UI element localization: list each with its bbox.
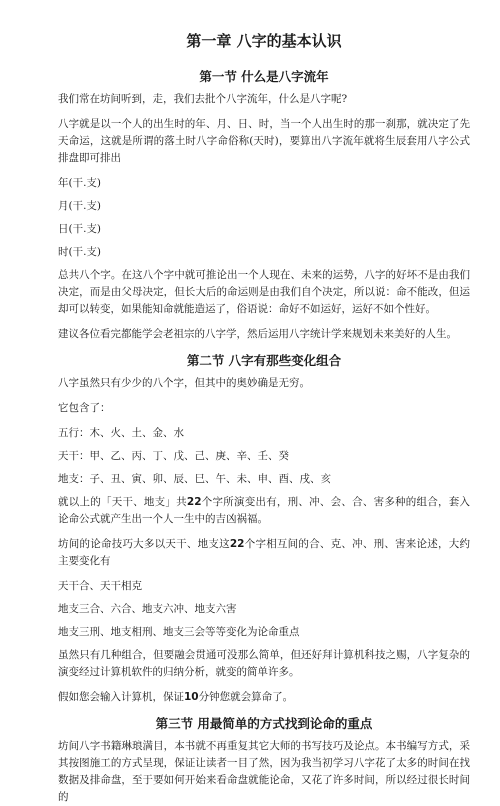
section-2-paragraph-4-a: 坊间的论命技巧大多以天干、地支这 [58,538,230,550]
section-1-paragraph-3: 总共八个字。在这八个字中就可推论出一个人现在、未来的运势，八字的好坏不是由我们决定，而是由父母决定，但长大后的命运则是由我们自个决定，所以说：命不能改，但运却可以转变，如果能知命就能造运了，俗语说：命好不如运好，运好不如个性好。 [58,269,470,315]
section-2-paragraph-6 [58,689,470,706]
section-1-paragraph-4: 建议各位看完都能学会老祖宗的八字学，然后运用八字统计学来规划未来美好的人生。 [58,328,457,340]
section-2-paragraph-3-b: 个字所演变出有，刑、冲、会、合、害多种的组合，套入论命公式就产生出一个人一生中的吉凶祸福。 [58,496,471,525]
section-2-line-dizhi-sanhe: 地支三合、六合、地支六冲、地支六害 [58,603,237,615]
section-2-title: 第二节 八字有那些变化组合 [186,353,342,368]
section-2-paragraph-2: 它包含了： [58,402,111,414]
section-2-paragraph-5: 虽然只有几种组合，但要融会贯通可没那么简单，但还好拜计算机科技之赐，八字复杂的演变经过计算机软件的归纳分析，就变的简单许多。 [58,649,470,678]
section-1-title: 第一节 什么是八字流年 [199,69,329,84]
section-2-paragraph-6-a: 假如您会输入计算机，保证 [58,691,184,703]
section-1-paragraph-2: 八字就是以一个人的出生时的年、月、日、时，当一个人出生时的那一刹那，就决定了先天命运，这就是所谓的落土时八字命俗称(天时)，要算出八字流年就将生辰套用八字公式排盘即可排出 [58,118,470,164]
section-2-paragraph-4-b: 个字相互间的合、克、冲、刑、害来论述，大约主要变化有 [58,538,471,567]
section-2-line-tiangan: 天干：甲、乙、丙、丁、戊、己、庚、辛、壬、癸 [58,450,289,462]
section-3-title: 第三节 用最简单的方式找到论命的重点 [155,716,373,731]
section-2-line-tiangan-he: 天干合、天干相克 [58,580,142,592]
section-2-paragraph-3 [58,494,470,528]
section-2-paragraph-4-number: 22 [229,538,245,550]
section-2-line-dizhi-sanxing: 地支三刑、地支相刑、地支三会等等变化为论命重点 [58,626,300,638]
section-1-line-hour: 时(干.支) [58,246,102,258]
section-3-paragraph-1: 坊间八字书籍琳琅满目，本书就不再重复其它大师的书写技巧及论点。本书编写方式，采其按图施工的方式呈现，保证让读者一目了然，因为我当初学习八字花了太多的时间在找数据及排命盘，至于要如何开始来看命盘就能论命，又花了许多时间，所以经过很长时间的 [58,740,470,803]
section-2-paragraph-3-a: 就以上的「天干、地支」共 [58,496,187,508]
section-2-paragraph-6-number: 10 [184,691,199,703]
section-1-paragraph-1: 我们常在坊间听到，走，我们去批个八字流年，什么是八字呢? [58,93,348,105]
section-2-paragraph-3-number: 22 [186,496,202,508]
section-1-line-month: 月(干.支) [58,200,102,212]
section-1-line-year: 年(干.支) [58,177,102,189]
section-2-paragraph-6-b: 分钟您就会算命了。 [198,691,294,703]
section-2-line-dizhi: 地支：子、丑、寅、卯、辰、巳、午、未、申、酉、戌、亥 [58,473,331,485]
section-2-paragraph-4 [58,536,470,570]
section-1-line-day: 日(干.支) [58,223,102,235]
chapter-title: 第一章 八字的基本认识 [186,32,342,50]
section-2-line-wuxing: 五行：木、火、土、金、水 [58,427,184,439]
section-2-paragraph-1: 八字虽然只有少少的八个字，但其中的奥妙确是无穷。 [58,377,310,389]
